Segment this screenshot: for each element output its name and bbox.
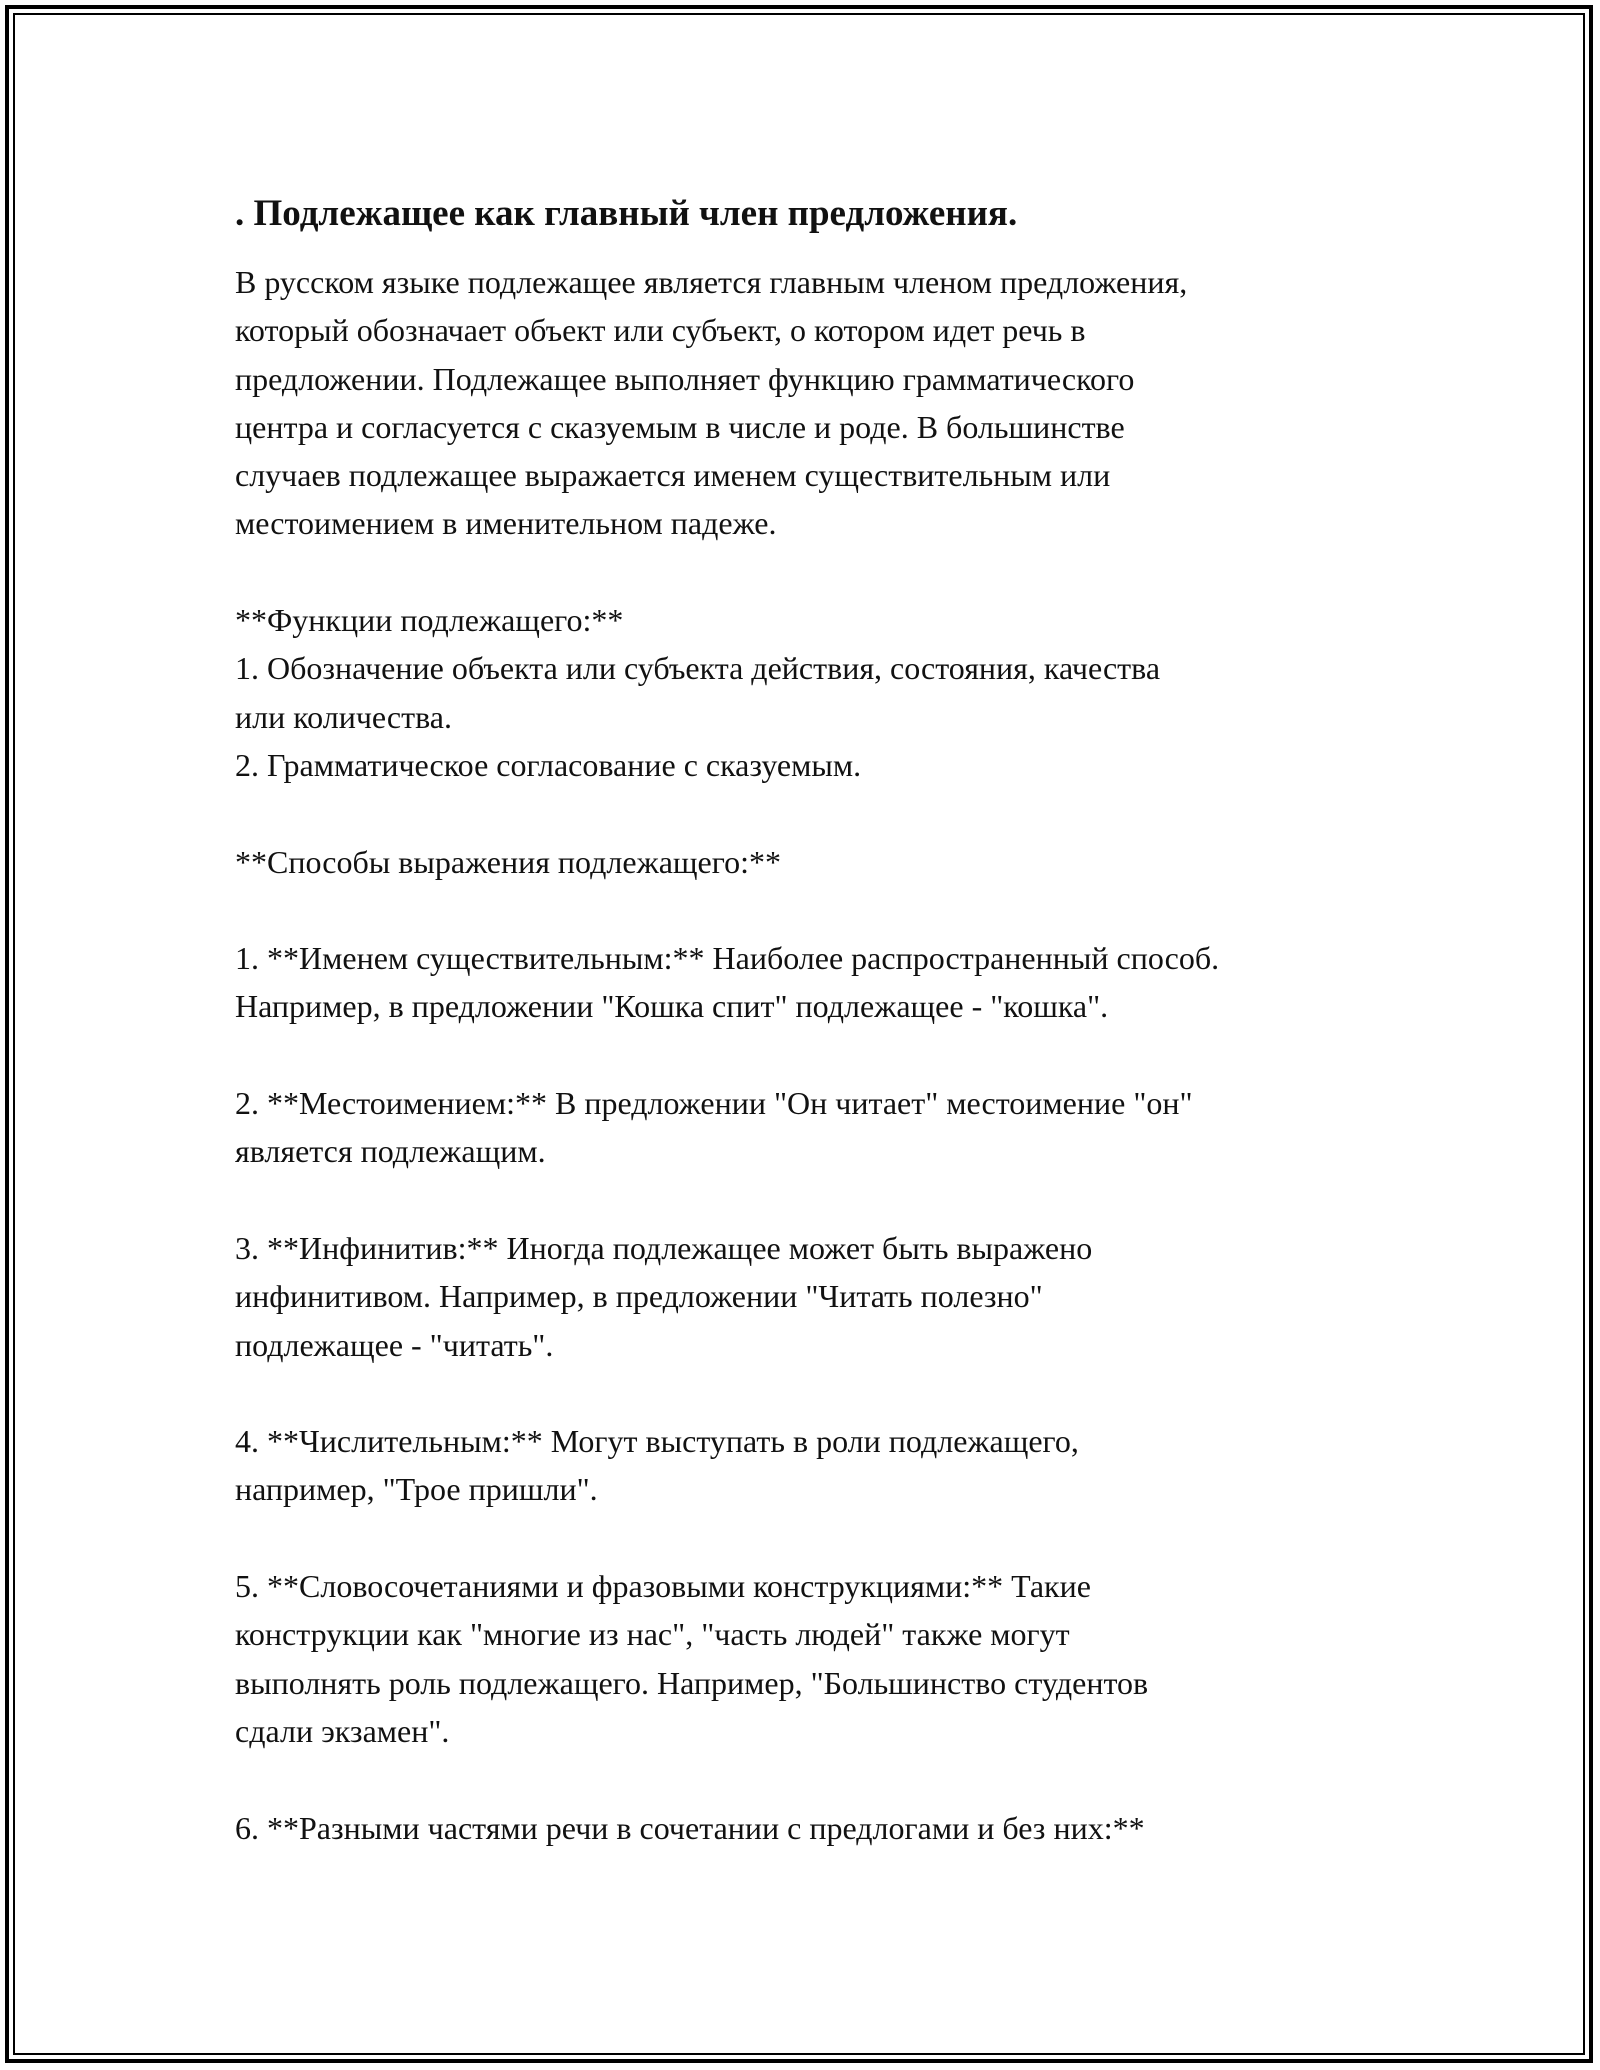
- methods-heading: **Способы выражения подлежащего:**: [235, 843, 781, 880]
- methods-item-5: 5. **Словосочетаниями и фразовыми конструкциями:** Такие конструкции как "многие из нас", "часть людей" также могут выполнять роль подлежащего. Например, "Большинство студентов сдали экзамен".: [235, 1568, 1149, 1749]
- methods-item-6: 6. **Разными частями речи в сочетании с предлогами и без них:**: [235, 1809, 1145, 1846]
- spacer: [235, 1031, 1395, 1079]
- spacer: [235, 1755, 1395, 1803]
- spacer: [235, 1176, 1395, 1224]
- functions-item-2: 2. Грамматическое согласование с сказуемым.: [235, 746, 862, 783]
- functions-item-1: 1. Обозначение объекта или субъекта действия, состояния, качества или количества.: [235, 650, 1161, 735]
- functions-heading: **Функции подлежащего:**: [235, 602, 624, 639]
- methods-item-4: 4. **Числительным:** Могут выступать в роли подлежащего, например, "Трое пришли".: [235, 1423, 1079, 1508]
- methods-item-1: 1. **Именем существительным:** Наиболее распространенный способ. Например, в предложении "Кошка спит" подлежащее - "кошка".: [235, 940, 1220, 1025]
- document-title: . Подлежащее как главный член предложения.: [235, 193, 1018, 234]
- spacer: [235, 789, 1395, 837]
- methods-item-3: 3. **Инфинитив:** Иногда подлежащее может быть выражено инфинитивом. Например, в предложении "Читать полезно" подлежащее - "читать".: [235, 1229, 1093, 1363]
- methods-item-2: 2. **Местоимением:** В предложении "Он читает" местоимение "он" является подлежащим.: [235, 1085, 1193, 1170]
- spacer: [235, 886, 1395, 934]
- spacer: [235, 548, 1395, 596]
- spacer: [235, 1369, 1395, 1417]
- spacer: [235, 1514, 1395, 1562]
- intro-paragraph: В русском языке подлежащее является главным членом предложения, который обозначает объект или субъект, о котором идет речь в предложении. Подлежащее выполняет функцию грамматического центра и согласуется с сказуемым в числе и роде. В большинстве случаев подлежащее выражается именем существительным или местоимением в именительном падеже.: [235, 264, 1188, 542]
- document-body: [235, 190, 1395, 1852]
